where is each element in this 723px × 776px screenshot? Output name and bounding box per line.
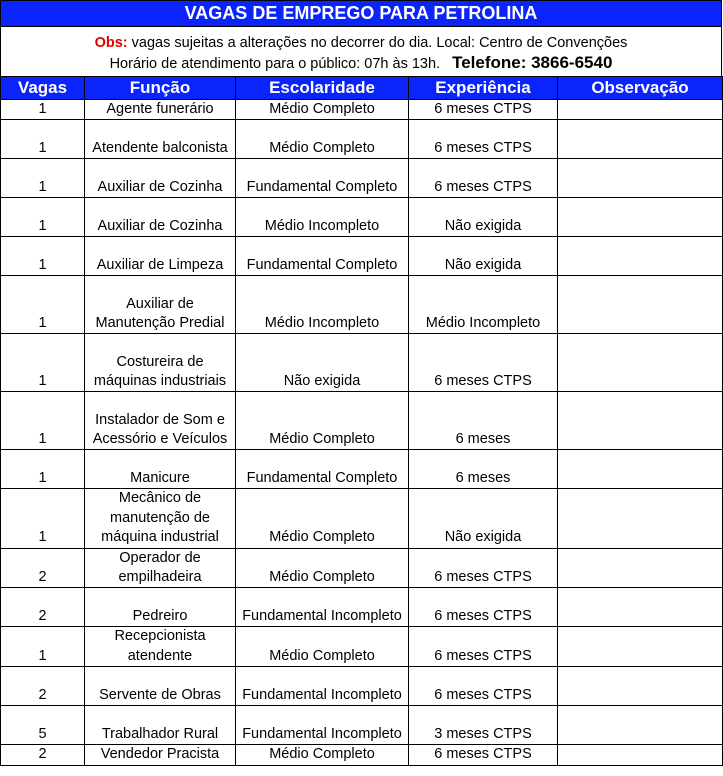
cell-funcao: Instalador de Som e Acessório e Veículos: [85, 392, 236, 450]
cell-escolaridade: Fundamental Completo: [236, 450, 409, 489]
cell-vagas: 1: [1, 489, 85, 548]
cell-observacao: [558, 627, 723, 667]
cell-funcao: Auxiliar de Cozinha: [85, 198, 236, 237]
cell-observacao: [558, 392, 723, 450]
cell-observacao: [558, 706, 723, 745]
hours-text: Horário de atendimento para o público: 07h às 13h.: [109, 56, 441, 72]
obs-text: vagas sujeitas a alterações no decorrer do dia. Local: Centro de Convenções: [127, 35, 628, 51]
table-row: [1, 237, 723, 276]
header-funcao: Função: [85, 77, 236, 100]
cell-vagas: 5: [1, 706, 85, 745]
table-row: [1, 588, 723, 627]
cell-observacao: [558, 667, 723, 706]
cell-funcao: Recepcionista atendente: [85, 627, 236, 667]
cell-experiencia: 6 meses CTPS: [409, 120, 558, 159]
page-title: VAGAS DE EMPREGO PARA PETROLINA: [0, 0, 722, 27]
cell-escolaridade: Médio Completo: [236, 120, 409, 159]
cell-funcao: Auxiliar de Limpeza: [85, 237, 236, 276]
cell-vagas: 1: [1, 334, 85, 392]
table-row: [1, 745, 723, 765]
cell-escolaridade: Não exigida: [236, 334, 409, 392]
cell-funcao: Auxiliar de Cozinha: [85, 159, 236, 198]
cell-funcao: Pedreiro: [85, 588, 236, 627]
cell-escolaridade: Médio Completo: [236, 627, 409, 667]
table-row: [1, 627, 723, 667]
cell-experiencia: 6 meses CTPS: [409, 159, 558, 198]
table-row: [1, 100, 723, 120]
table-row: [1, 489, 723, 548]
header-observacao: Observação: [558, 77, 723, 100]
cell-vagas: 1: [1, 276, 85, 334]
cell-observacao: [558, 334, 723, 392]
cell-observacao: [558, 745, 723, 765]
cell-escolaridade: Médio Completo: [236, 548, 409, 588]
cell-observacao: [558, 159, 723, 198]
cell-escolaridade: Fundamental Incompleto: [236, 667, 409, 706]
table-row: [1, 198, 723, 237]
cell-escolaridade: Médio Completo: [236, 745, 409, 765]
table-row: [1, 667, 723, 706]
cell-funcao: Mecânico de manutenção de máquina industrial: [85, 489, 236, 548]
cell-vagas: 1: [1, 159, 85, 198]
cell-experiencia: 3 meses CTPS: [409, 706, 558, 745]
header-escolaridade: Escolaridade: [236, 77, 409, 100]
table-row: [1, 706, 723, 745]
cell-experiencia: 6 meses CTPS: [409, 627, 558, 667]
cell-escolaridade: Médio Incompleto: [236, 198, 409, 237]
cell-vagas: 1: [1, 627, 85, 667]
cell-vagas: 1: [1, 100, 85, 120]
cell-funcao: Atendente balconista: [85, 120, 236, 159]
cell-vagas: 1: [1, 198, 85, 237]
cell-vagas: 2: [1, 667, 85, 706]
notes-panel: [0, 26, 722, 76]
table-row: [1, 450, 723, 489]
obs-note: [1, 35, 721, 51]
cell-escolaridade: Médio Completo: [236, 489, 409, 548]
table-row: [1, 276, 723, 334]
cell-experiencia: Não exigida: [409, 489, 558, 548]
cell-experiencia: 6 meses CTPS: [409, 548, 558, 588]
cell-vagas: 2: [1, 745, 85, 765]
cell-experiencia: 6 meses: [409, 450, 558, 489]
cell-vagas: 2: [1, 548, 85, 588]
table-row: [1, 334, 723, 392]
cell-funcao: Servente de Obras: [85, 667, 236, 706]
cell-observacao: [558, 120, 723, 159]
cell-escolaridade: Fundamental Incompleto: [236, 706, 409, 745]
table-row: [1, 548, 723, 588]
cell-experiencia: 6 meses CTPS: [409, 588, 558, 627]
cell-escolaridade: Médio Completo: [236, 392, 409, 450]
cell-funcao: Trabalhador Rural: [85, 706, 236, 745]
cell-vagas: 1: [1, 450, 85, 489]
cell-experiencia: 6 meses CTPS: [409, 100, 558, 120]
cell-experiencia: 6 meses CTPS: [409, 667, 558, 706]
cell-vagas: 1: [1, 392, 85, 450]
cell-experiencia: Não exigida: [409, 237, 558, 276]
cell-observacao: [558, 450, 723, 489]
cell-funcao: Costureira de máquinas industriais: [85, 334, 236, 392]
cell-vagas: 2: [1, 588, 85, 627]
cell-funcao: Manicure: [85, 450, 236, 489]
cell-funcao: Auxiliar de Manutenção Predial: [85, 276, 236, 334]
cell-observacao: [558, 237, 723, 276]
phone-number: Telefone: 3866-6540: [452, 53, 613, 72]
cell-experiencia: 6 meses CTPS: [409, 745, 558, 765]
cell-experiencia: 6 meses CTPS: [409, 334, 558, 392]
cell-observacao: [558, 100, 723, 120]
header-experiencia: Experiência: [409, 77, 558, 100]
cell-observacao: [558, 489, 723, 548]
cell-funcao: Agente funerário: [85, 100, 236, 120]
table-row: [1, 159, 723, 198]
cell-escolaridade: Médio Incompleto: [236, 276, 409, 334]
hours-note: [1, 53, 721, 73]
jobs-table: [0, 76, 723, 766]
cell-escolaridade: Fundamental Completo: [236, 159, 409, 198]
table-header-row: [1, 77, 723, 100]
cell-observacao: [558, 588, 723, 627]
cell-escolaridade: Fundamental Incompleto: [236, 588, 409, 627]
cell-observacao: [558, 548, 723, 588]
obs-label: Obs:: [94, 35, 128, 51]
cell-escolaridade: Médio Completo: [236, 100, 409, 120]
cell-funcao: Operador de empilhadeira: [85, 548, 236, 588]
cell-experiencia: Médio Incompleto: [409, 276, 558, 334]
cell-observacao: [558, 276, 723, 334]
cell-funcao: Vendedor Pracista: [85, 745, 236, 765]
cell-vagas: 1: [1, 237, 85, 276]
cell-vagas: 1: [1, 120, 85, 159]
cell-escolaridade: Fundamental Completo: [236, 237, 409, 276]
cell-experiencia: 6 meses: [409, 392, 558, 450]
cell-experiencia: Não exigida: [409, 198, 558, 237]
cell-observacao: [558, 198, 723, 237]
header-vagas: Vagas: [1, 77, 85, 100]
table-row: [1, 392, 723, 450]
table-row: [1, 120, 723, 159]
